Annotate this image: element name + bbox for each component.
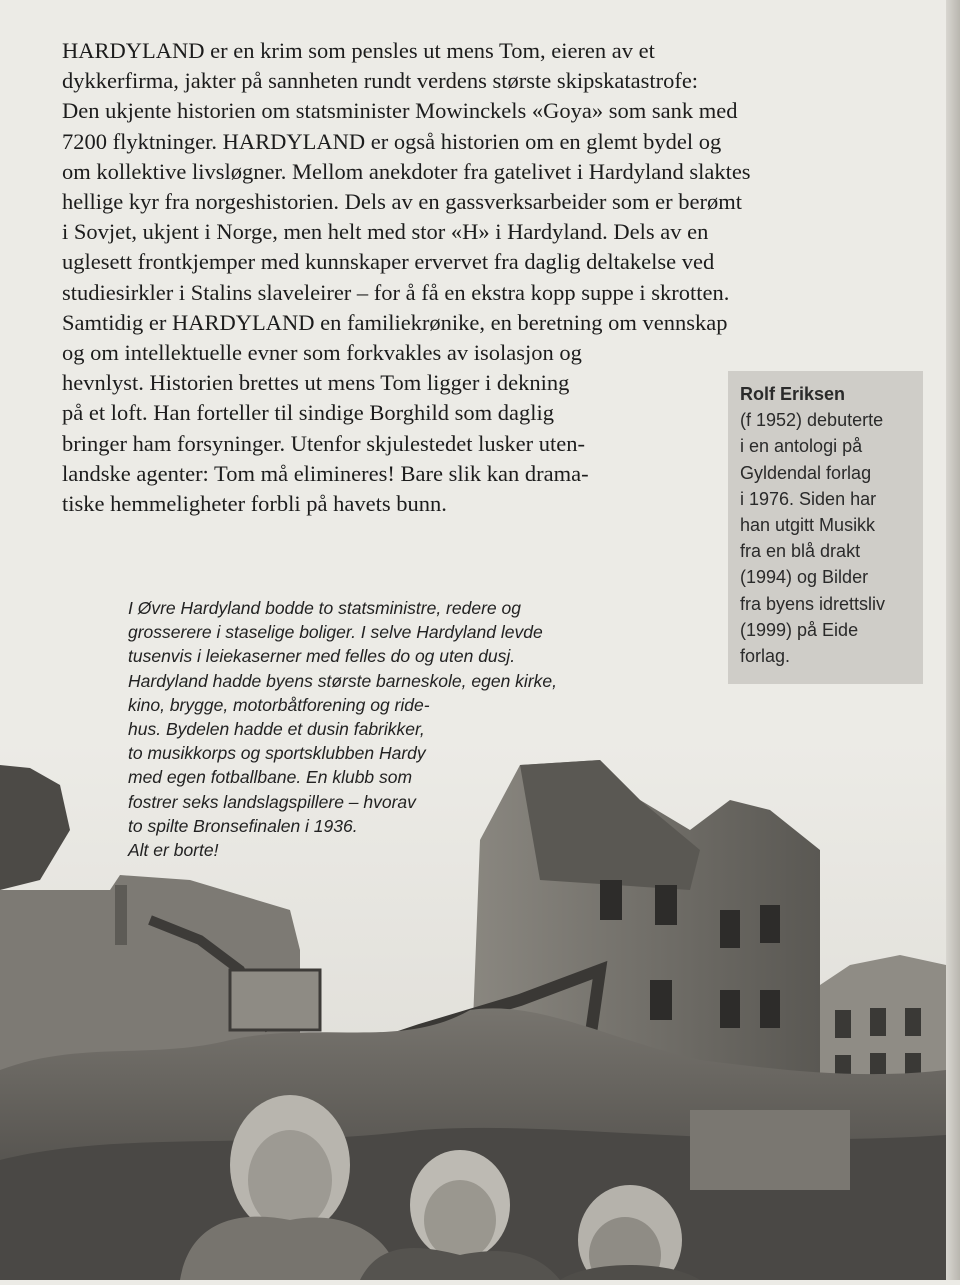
caption-line: Hardyland hadde byens største barneskole, egen kirke, <box>128 670 557 691</box>
blurb-line: om kollektive livsløgner. Mellom anekdoter fra gatelivet i Hardyland slaktes <box>62 158 751 184</box>
blurb-line: landske agenter: Tom må elimineres! Bare slik kan drama- <box>62 460 589 486</box>
blurb-line: hellige kyr fra norgeshistorien. Dels av en gassverksarbeider som er berømt <box>62 189 742 215</box>
blurb-line: 7200 flyktninger. HARDYLAND er også historien om en glemt bydel og <box>62 128 722 154</box>
page-edge <box>946 0 960 1280</box>
author-bio-box <box>728 371 923 684</box>
bio-line: forlag. <box>740 646 791 667</box>
author-name: Rolf Eriksen <box>740 384 846 404</box>
blurb-line: hevnlyst. Historien brettes ut mens Tom ligger i dekning <box>62 370 570 396</box>
blurb-line: uglesett frontkjemper med kunnskaper ervervet fra daglig deltakelse ved <box>62 249 715 275</box>
blurb-line: og om intellektuelle evner som forkvakles av isolasjon og <box>62 340 582 366</box>
blurb-line: på et loft. Han forteller til sindige Borghild som daglig <box>62 400 555 426</box>
caption-line: hus. Bydelen hadde et dusin fabrikker, <box>128 719 425 740</box>
caption-line: med egen fotballbane. En klubb som <box>128 767 413 788</box>
bio-line: i en antologi på <box>740 436 863 457</box>
blurb-line: tiske hemmeligheter forbli på havets bunn. <box>62 491 447 517</box>
caption-line: Alt er borte! <box>128 840 219 861</box>
blurb-line: studiesirkler i Stalins slaveleirer – for å få en ekstra kopp suppe i skrotten. <box>62 279 730 305</box>
bio-line: (1999) på Eide <box>740 619 859 640</box>
caption-line: to spilte Bronsefinalen i 1936. <box>128 815 358 836</box>
blurb-line: bringer ham forsyninger. Utenfor skjulestedet lusker uten- <box>62 430 585 456</box>
blurb-line: Den ukjente historien om statsminister Mowinckels «Goya» som sank med <box>62 98 738 124</box>
caption-line: tusenvis i leiekaserner med felles do og uten dusj. <box>128 646 516 667</box>
caption-line: fostrer seks landslagspillere – hvorav <box>128 791 416 812</box>
caption-line: grosserere i staselige boliger. I selve Hardyland levde <box>128 622 543 643</box>
caption-line: I Øvre Hardyland bodde to statsministre, redere og <box>128 598 521 618</box>
bio-line: (f 1952) debuterte <box>740 410 884 431</box>
bio-line: fra en blå drakt <box>740 541 861 562</box>
bio-line: fra byens idrettsliv <box>740 593 886 614</box>
blurb-line: i Sovjet, ukjent i Norge, men helt med stor «H» i Hardyland. Dels av en <box>62 219 709 245</box>
caption-line: to musikkorps og sportsklubben Hardy <box>128 743 426 764</box>
bio-line: (1994) og Bilder <box>740 567 869 588</box>
blurb-line: HARDYLAND er en krim som pensles ut mens Tom, eieren av et <box>62 38 655 63</box>
bio-line: i 1976. Siden har <box>740 488 877 509</box>
bio-line: han utgitt Musikk <box>740 515 876 536</box>
caption-line: kino, brygge, motorbåtforening og ride- <box>128 694 430 715</box>
blurb-line: Samtidig er HARDYLAND en familiekrønike, en beretning om vennskap <box>62 309 728 335</box>
bio-line: Gyldendal forlag <box>740 462 872 483</box>
photo-caption <box>128 596 648 862</box>
blurb-line: dykkerfirma, jakter på sannheten rundt verdens største skipskatastrofe: <box>62 68 699 94</box>
